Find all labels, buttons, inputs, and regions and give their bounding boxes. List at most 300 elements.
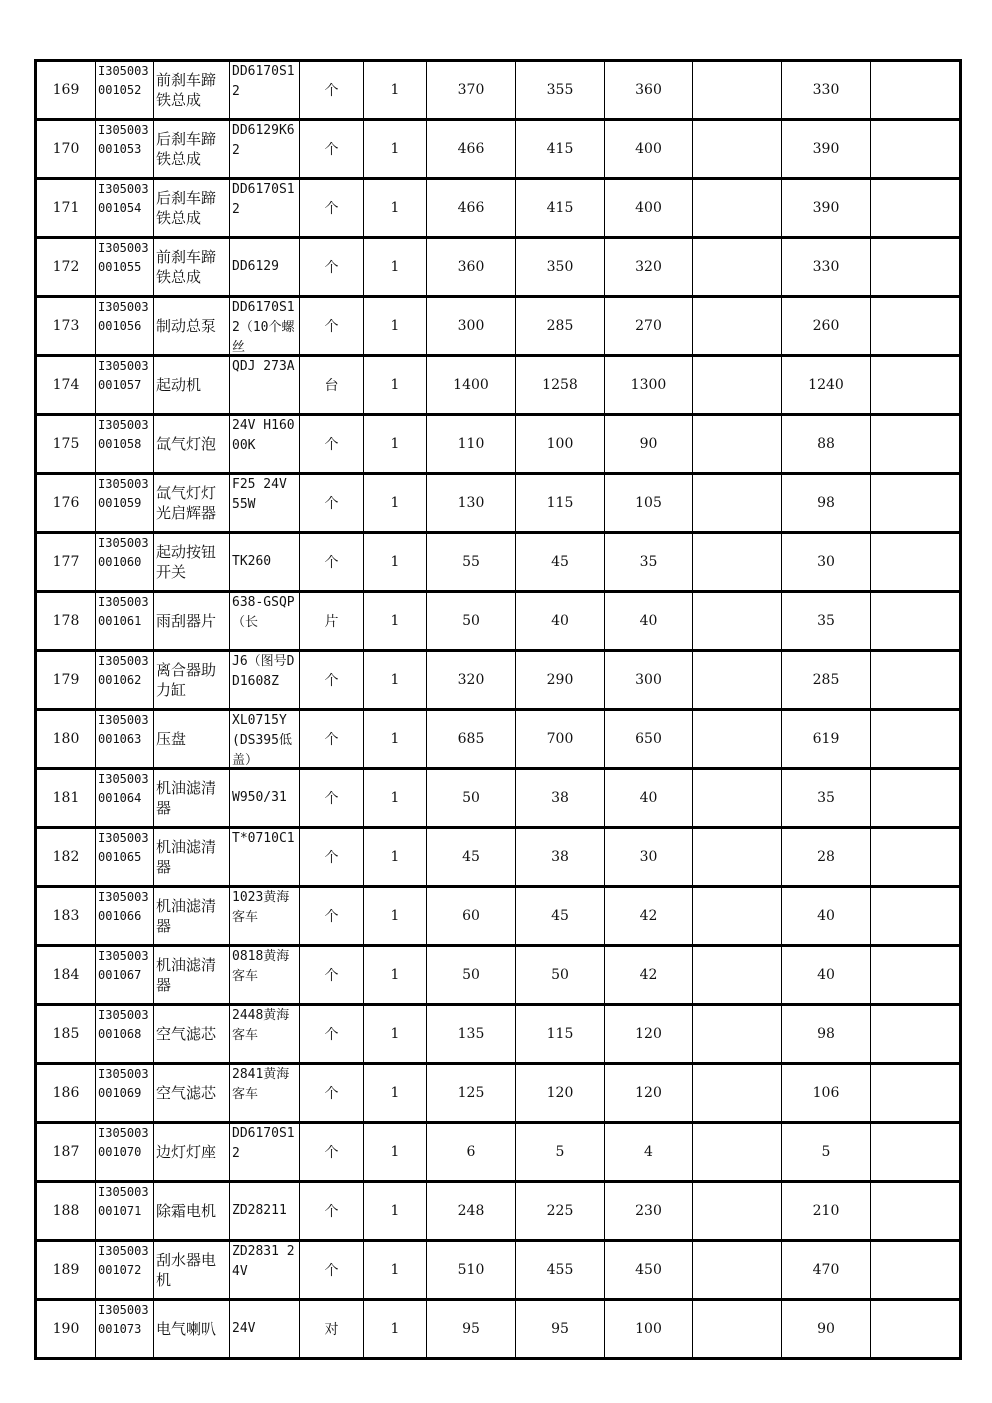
price-cell-5: 98: [782, 1005, 871, 1064]
unit-cell: 个: [300, 1005, 364, 1064]
spec-text: DD6129K62: [232, 123, 295, 158]
price-cell-3: 230: [605, 1182, 693, 1241]
row-number-cell: 183: [36, 887, 96, 946]
unit-cell: 个: [300, 415, 364, 474]
unit-cell: 个: [300, 179, 364, 238]
material-code-cell: I305003001064: [96, 769, 154, 828]
price-cell-4: [693, 533, 782, 592]
price-cell-1: 510: [427, 1241, 516, 1300]
spec-cell: [230, 1064, 300, 1123]
price-cell-2: 5: [516, 1123, 605, 1182]
quantity-cell: 1: [364, 1182, 427, 1241]
spec-cell: [230, 769, 300, 828]
part-name-cell: 氙气灯灯光启辉器: [154, 474, 230, 533]
unit-cell: 个: [300, 1182, 364, 1241]
price-cell-4: [693, 946, 782, 1005]
part-name-cell: 制动总泵: [154, 297, 230, 356]
part-name-cell: 边灯灯座: [154, 1123, 230, 1182]
row-number-cell: 170: [36, 120, 96, 179]
price-cell-4: [693, 592, 782, 651]
price-cell-2: 225: [516, 1182, 605, 1241]
spec-cell: [230, 1241, 300, 1300]
price-cell-1: 1400: [427, 356, 516, 415]
material-code-cell: I305003001053: [96, 120, 154, 179]
price-cell-6: [871, 1064, 961, 1123]
spec-text: F25 24V 55W: [232, 477, 287, 512]
row-number-cell: 181: [36, 769, 96, 828]
price-cell-2: 120: [516, 1064, 605, 1123]
price-cell-3: 4: [605, 1123, 693, 1182]
row-number-cell: 186: [36, 1064, 96, 1123]
unit-cell: 个: [300, 120, 364, 179]
table-row: [36, 238, 961, 297]
part-name-cell: 空气滤芯: [154, 1064, 230, 1123]
unit-cell: 个: [300, 1064, 364, 1123]
price-cell-5: 28: [782, 828, 871, 887]
table-row: [36, 1182, 961, 1241]
spec-text: DD6170S12（10个螺丝: [232, 300, 295, 354]
price-cell-3: 42: [605, 887, 693, 946]
spec-text: T*0710C1: [232, 831, 295, 846]
unit-cell: 个: [300, 1241, 364, 1300]
unit-cell: 个: [300, 651, 364, 710]
price-cell-1: 110: [427, 415, 516, 474]
price-cell-1: 95: [427, 1300, 516, 1359]
price-cell-2: 100: [516, 415, 605, 474]
price-cell-5: 330: [782, 61, 871, 120]
price-cell-1: 685: [427, 710, 516, 769]
price-cell-3: 400: [605, 120, 693, 179]
material-code-cell: I305003001057: [96, 356, 154, 415]
spec-cell: [230, 415, 300, 474]
price-cell-6: [871, 769, 961, 828]
price-cell-5: 619: [782, 710, 871, 769]
table-row: [36, 887, 961, 946]
price-cell-6: [871, 533, 961, 592]
part-name-cell: 后刹车蹄铁总成: [154, 120, 230, 179]
price-cell-2: 95: [516, 1300, 605, 1359]
table-row: [36, 592, 961, 651]
unit-cell: 对: [300, 1300, 364, 1359]
row-number-cell: 178: [36, 592, 96, 651]
price-cell-2: 285: [516, 297, 605, 356]
table-row: [36, 1005, 961, 1064]
row-number-cell: 174: [36, 356, 96, 415]
spec-text: 0818黄海客车: [232, 949, 290, 984]
spec-text: 2841黄海客车: [232, 1067, 290, 1102]
spec-cell: [230, 61, 300, 120]
price-cell-1: 466: [427, 120, 516, 179]
row-number-cell: 190: [36, 1300, 96, 1359]
price-cell-3: 30: [605, 828, 693, 887]
quantity-cell: 1: [364, 533, 427, 592]
price-cell-3: 120: [605, 1064, 693, 1123]
price-cell-5: 470: [782, 1241, 871, 1300]
spec-cell: [230, 828, 300, 887]
material-code-cell: I305003001063: [96, 710, 154, 769]
price-cell-2: 415: [516, 120, 605, 179]
part-name-cell: 机油滤清器: [154, 946, 230, 1005]
price-cell-2: 45: [516, 887, 605, 946]
material-code-cell: I305003001071: [96, 1182, 154, 1241]
spec-cell: [230, 1182, 300, 1241]
price-cell-4: [693, 1005, 782, 1064]
price-cell-4: [693, 828, 782, 887]
price-cell-2: 40: [516, 592, 605, 651]
quantity-cell: 1: [364, 1064, 427, 1123]
price-cell-5: 88: [782, 415, 871, 474]
price-cell-2: 38: [516, 828, 605, 887]
spec-text: J6（图号DD1608Z: [232, 654, 295, 689]
price-cell-3: 450: [605, 1241, 693, 1300]
price-cell-4: [693, 651, 782, 710]
table-row: [36, 710, 961, 769]
material-code-cell: I305003001070: [96, 1123, 154, 1182]
price-cell-6: [871, 1300, 961, 1359]
part-name-cell: 前刹车蹄铁总成: [154, 238, 230, 297]
part-name-cell: 氙气灯泡: [154, 415, 230, 474]
quantity-cell: 1: [364, 61, 427, 120]
spec-cell: [230, 179, 300, 238]
part-name-cell: 后刹车蹄铁总成: [154, 179, 230, 238]
price-cell-4: [693, 1241, 782, 1300]
price-cell-1: 248: [427, 1182, 516, 1241]
table-row: [36, 179, 961, 238]
price-cell-4: [693, 1123, 782, 1182]
material-code-cell: I305003001066: [96, 887, 154, 946]
quantity-cell: 1: [364, 415, 427, 474]
unit-cell: 个: [300, 828, 364, 887]
price-cell-6: [871, 1241, 961, 1300]
table-row: [36, 651, 961, 710]
unit-cell: 个: [300, 533, 364, 592]
unit-cell: 个: [300, 61, 364, 120]
price-cell-4: [693, 710, 782, 769]
unit-cell: 片: [300, 592, 364, 651]
price-cell-1: 45: [427, 828, 516, 887]
price-cell-4: [693, 1064, 782, 1123]
table-row: [36, 1123, 961, 1182]
row-number-cell: 182: [36, 828, 96, 887]
material-code-cell: I305003001055: [96, 238, 154, 297]
table-row: [36, 61, 961, 120]
row-number-cell: 175: [36, 415, 96, 474]
spec-cell: [230, 592, 300, 651]
price-cell-1: 55: [427, 533, 516, 592]
table-row: [36, 297, 961, 356]
price-cell-3: 35: [605, 533, 693, 592]
unit-cell: 个: [300, 769, 364, 828]
price-cell-3: 270: [605, 297, 693, 356]
price-cell-1: 466: [427, 179, 516, 238]
price-cell-3: 300: [605, 651, 693, 710]
part-name-cell: 起动机: [154, 356, 230, 415]
spec-cell: [230, 238, 300, 297]
price-cell-6: [871, 651, 961, 710]
row-number-cell: 185: [36, 1005, 96, 1064]
unit-cell: 个: [300, 1123, 364, 1182]
price-cell-3: 40: [605, 769, 693, 828]
table-row: [36, 769, 961, 828]
row-number-cell: 173: [36, 297, 96, 356]
price-cell-6: [871, 297, 961, 356]
table-row: [36, 120, 961, 179]
part-name-cell: 离合器助力缸: [154, 651, 230, 710]
unit-cell: 个: [300, 710, 364, 769]
price-cell-4: [693, 887, 782, 946]
price-cell-2: 115: [516, 1005, 605, 1064]
price-cell-3: 1300: [605, 356, 693, 415]
unit-cell: 个: [300, 946, 364, 1005]
material-code-cell: I305003001072: [96, 1241, 154, 1300]
parts-price-table: [34, 59, 962, 1360]
price-cell-4: [693, 297, 782, 356]
part-name-cell: 起动按钮开关: [154, 533, 230, 592]
price-cell-2: 115: [516, 474, 605, 533]
price-cell-5: 35: [782, 769, 871, 828]
price-cell-5: 40: [782, 946, 871, 1005]
price-cell-5: 98: [782, 474, 871, 533]
price-cell-1: 6: [427, 1123, 516, 1182]
part-name-cell: 前刹车蹄铁总成: [154, 61, 230, 120]
table-row: [36, 356, 961, 415]
spec-cell: [230, 1123, 300, 1182]
price-cell-5: 1240: [782, 356, 871, 415]
price-cell-2: 45: [516, 533, 605, 592]
price-cell-5: 330: [782, 238, 871, 297]
price-cell-5: 90: [782, 1300, 871, 1359]
spec-cell: [230, 120, 300, 179]
spec-text: 1023黄海客车: [232, 890, 290, 925]
table-row: [36, 1300, 961, 1359]
price-cell-4: [693, 179, 782, 238]
price-cell-5: 390: [782, 120, 871, 179]
price-cell-6: [871, 415, 961, 474]
part-name-cell: 机油滤清器: [154, 769, 230, 828]
spec-text: DD6170S12: [232, 64, 295, 99]
price-cell-6: [871, 828, 961, 887]
price-cell-6: [871, 120, 961, 179]
row-number-cell: 179: [36, 651, 96, 710]
table-row: [36, 828, 961, 887]
unit-cell: 个: [300, 887, 364, 946]
quantity-cell: 1: [364, 710, 427, 769]
table-row: [36, 474, 961, 533]
price-cell-1: 360: [427, 238, 516, 297]
price-cell-5: 210: [782, 1182, 871, 1241]
spec-cell: [230, 710, 300, 769]
spec-text: DD6170S12: [232, 182, 295, 217]
price-cell-4: [693, 238, 782, 297]
price-cell-1: 130: [427, 474, 516, 533]
price-cell-1: 60: [427, 887, 516, 946]
price-cell-1: 125: [427, 1064, 516, 1123]
quantity-cell: 1: [364, 651, 427, 710]
price-cell-6: [871, 474, 961, 533]
quantity-cell: 1: [364, 297, 427, 356]
spec-text: DD6129: [232, 259, 279, 274]
price-cell-3: 400: [605, 179, 693, 238]
price-cell-4: [693, 474, 782, 533]
table-body: [36, 61, 961, 1359]
price-cell-5: 35: [782, 592, 871, 651]
price-cell-2: 38: [516, 769, 605, 828]
price-cell-5: 40: [782, 887, 871, 946]
price-cell-6: [871, 1005, 961, 1064]
price-cell-1: 300: [427, 297, 516, 356]
spec-text: W950/31: [232, 790, 287, 805]
part-name-cell: 除霜电机: [154, 1182, 230, 1241]
material-code-cell: I305003001061: [96, 592, 154, 651]
spec-cell: [230, 946, 300, 1005]
row-number-cell: 188: [36, 1182, 96, 1241]
material-code-cell: I305003001073: [96, 1300, 154, 1359]
price-cell-5: 260: [782, 297, 871, 356]
table-row: [36, 1064, 961, 1123]
price-cell-5: 106: [782, 1064, 871, 1123]
quantity-cell: 1: [364, 356, 427, 415]
price-cell-1: 135: [427, 1005, 516, 1064]
quantity-cell: 1: [364, 1300, 427, 1359]
price-cell-4: [693, 415, 782, 474]
price-cell-6: [871, 356, 961, 415]
spec-cell: [230, 651, 300, 710]
spec-text: 638-GSQP（长: [232, 595, 295, 630]
spec-text: 2448黄海客车: [232, 1008, 290, 1043]
row-number-cell: 171: [36, 179, 96, 238]
row-number-cell: 172: [36, 238, 96, 297]
quantity-cell: 1: [364, 1005, 427, 1064]
part-name-cell: 机油滤清器: [154, 887, 230, 946]
spec-text: DD6170S12: [232, 1126, 295, 1161]
quantity-cell: 1: [364, 179, 427, 238]
table-row: [36, 415, 961, 474]
spec-text: XL0715Y(DS395低盖）: [232, 713, 292, 767]
quantity-cell: 1: [364, 592, 427, 651]
material-code-cell: I305003001054: [96, 179, 154, 238]
part-name-cell: 雨刮器片: [154, 592, 230, 651]
price-cell-4: [693, 769, 782, 828]
price-cell-6: [871, 887, 961, 946]
price-cell-5: 390: [782, 179, 871, 238]
spec-cell: [230, 887, 300, 946]
row-number-cell: 177: [36, 533, 96, 592]
unit-cell: 个: [300, 474, 364, 533]
quantity-cell: 1: [364, 120, 427, 179]
material-code-cell: I305003001062: [96, 651, 154, 710]
price-cell-2: 350: [516, 238, 605, 297]
price-cell-4: [693, 1182, 782, 1241]
quantity-cell: 1: [364, 1123, 427, 1182]
material-code-cell: I305003001060: [96, 533, 154, 592]
quantity-cell: 1: [364, 828, 427, 887]
spec-text: ZD2831 24V: [232, 1244, 295, 1279]
row-number-cell: 169: [36, 61, 96, 120]
quantity-cell: 1: [364, 946, 427, 1005]
spec-text: QDJ 273A: [232, 359, 295, 374]
price-cell-3: 360: [605, 61, 693, 120]
row-number-cell: 184: [36, 946, 96, 1005]
price-cell-6: [871, 1123, 961, 1182]
part-name-cell: 电气喇叭: [154, 1300, 230, 1359]
price-cell-3: 650: [605, 710, 693, 769]
price-cell-6: [871, 710, 961, 769]
price-cell-4: [693, 120, 782, 179]
material-code-cell: I305003001068: [96, 1005, 154, 1064]
row-number-cell: 187: [36, 1123, 96, 1182]
row-number-cell: 189: [36, 1241, 96, 1300]
part-name-cell: 机油滤清器: [154, 828, 230, 887]
price-cell-5: 285: [782, 651, 871, 710]
table-row: [36, 946, 961, 1005]
material-code-cell: I305003001059: [96, 474, 154, 533]
row-number-cell: 176: [36, 474, 96, 533]
price-cell-2: 415: [516, 179, 605, 238]
quantity-cell: 1: [364, 887, 427, 946]
price-cell-3: 105: [605, 474, 693, 533]
quantity-cell: 1: [364, 769, 427, 828]
price-cell-2: 700: [516, 710, 605, 769]
unit-cell: 个: [300, 238, 364, 297]
spec-cell: [230, 474, 300, 533]
quantity-cell: 1: [364, 1241, 427, 1300]
price-cell-1: 50: [427, 769, 516, 828]
price-cell-3: 90: [605, 415, 693, 474]
price-cell-1: 50: [427, 592, 516, 651]
spec-cell: [230, 356, 300, 415]
spec-text: ZD28211: [232, 1203, 287, 1218]
material-code-cell: I305003001052: [96, 61, 154, 120]
unit-cell: 个: [300, 297, 364, 356]
price-cell-1: 50: [427, 946, 516, 1005]
price-cell-3: 120: [605, 1005, 693, 1064]
price-cell-3: 100: [605, 1300, 693, 1359]
price-cell-2: 50: [516, 946, 605, 1005]
table-row: [36, 533, 961, 592]
price-cell-3: 42: [605, 946, 693, 1005]
quantity-cell: 1: [364, 238, 427, 297]
spec-cell: [230, 1300, 300, 1359]
material-code-cell: I305003001058: [96, 415, 154, 474]
part-name-cell: 空气滤芯: [154, 1005, 230, 1064]
price-cell-2: 1258: [516, 356, 605, 415]
row-number-cell: 180: [36, 710, 96, 769]
price-cell-1: 320: [427, 651, 516, 710]
material-code-cell: I305003001056: [96, 297, 154, 356]
price-cell-5: 30: [782, 533, 871, 592]
price-cell-6: [871, 592, 961, 651]
price-cell-6: [871, 61, 961, 120]
spec-text: 24V H16000K: [232, 418, 295, 453]
spec-cell: [230, 533, 300, 592]
price-cell-5: 5: [782, 1123, 871, 1182]
price-cell-2: 355: [516, 61, 605, 120]
material-code-cell: I305003001065: [96, 828, 154, 887]
unit-cell: 台: [300, 356, 364, 415]
price-cell-6: [871, 1182, 961, 1241]
price-cell-4: [693, 356, 782, 415]
spec-text: 24V: [232, 1321, 256, 1336]
material-code-cell: I305003001067: [96, 946, 154, 1005]
quantity-cell: 1: [364, 474, 427, 533]
part-name-cell: 刮水器电机: [154, 1241, 230, 1300]
price-cell-4: [693, 61, 782, 120]
price-cell-2: 455: [516, 1241, 605, 1300]
price-cell-6: [871, 238, 961, 297]
price-cell-1: 370: [427, 61, 516, 120]
spec-cell: [230, 1005, 300, 1064]
spec-text: TK260: [232, 554, 272, 569]
